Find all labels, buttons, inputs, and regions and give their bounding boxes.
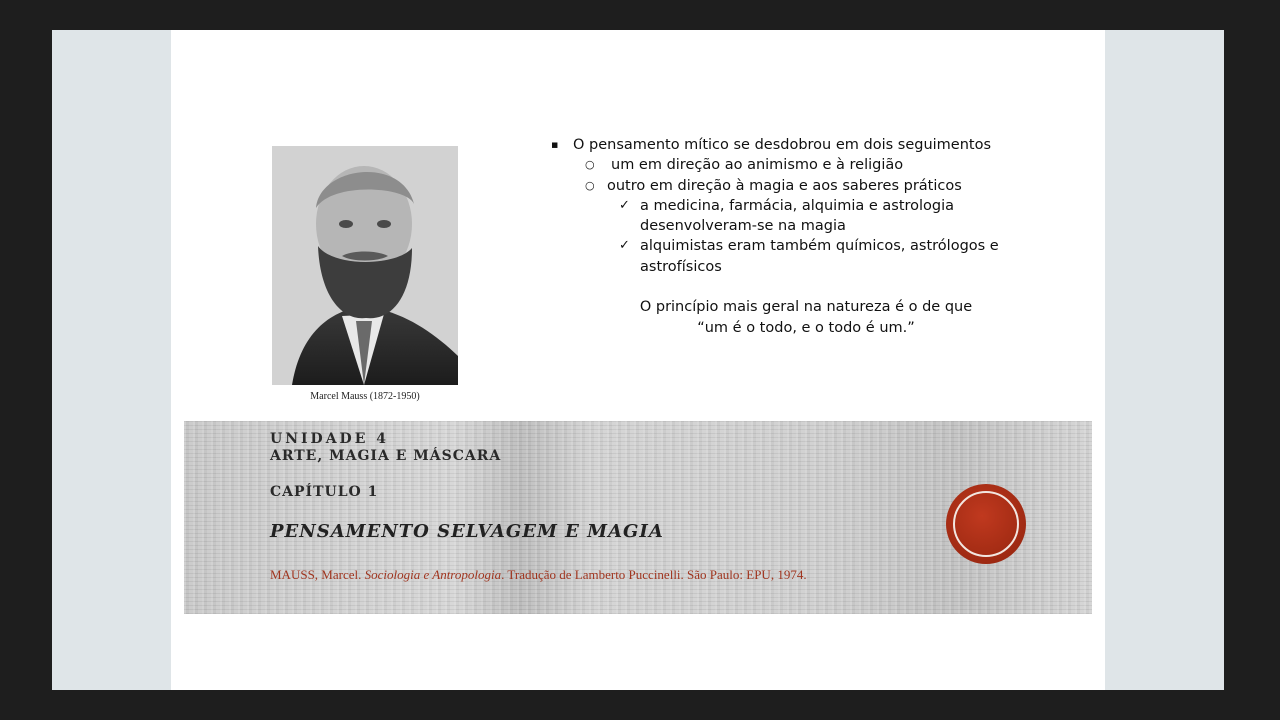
bullet-text: um em direção ao animismo e à religião — [611, 157, 904, 174]
bullet-item — [551, 196, 1071, 216]
bibliographic-reference — [270, 567, 807, 583]
circle-bullet-icon: ○ — [585, 178, 595, 192]
bullet-item — [551, 135, 1071, 155]
chapter-title: PENSAMENTO SELVAGEM E MAGIA — [270, 521, 664, 542]
bullet-item — [551, 257, 1071, 277]
chapter-band — [184, 421, 1092, 614]
check-bullet-icon: ✓ — [619, 197, 630, 213]
quote-line: “um é o todo, e o todo é um.” — [697, 319, 915, 336]
bullet-item — [551, 176, 1071, 196]
bullet-text: outro em direção à magia e aos saberes práticos — [607, 177, 962, 194]
unit-label: UNIDADE 4 — [270, 431, 389, 447]
circle-bullet-icon: ○ — [585, 158, 595, 172]
bullet-text: a medicina, farmácia, alquimia e astrologia — [640, 197, 955, 214]
portrait-image — [272, 146, 458, 385]
unit-subtitle: ARTE, MAGIA E MÁSCARA — [270, 448, 502, 464]
reference-details: . Tradução de Lamberto Puccinelli. São Paulo: EPU, 1974. — [501, 567, 807, 582]
circle-emblem-icon — [946, 484, 1026, 564]
bullet-text: astrofísicos — [640, 258, 722, 275]
quote — [551, 297, 1061, 338]
square-bullet-icon: ▪ — [551, 138, 559, 151]
bullet-item — [551, 216, 1071, 236]
bullet-text: alquimistas eram também químicos, astrólogos e — [640, 238, 999, 255]
reference-author: MAUSS, Marcel. — [270, 567, 365, 582]
bullet-item — [551, 236, 1071, 256]
portrait-caption: Marcel Mauss (1872-1950) — [310, 391, 420, 402]
bullet-item — [551, 155, 1071, 175]
quote-line: O princípio mais geral na natureza é o de que — [639, 299, 973, 315]
bullet-text: O pensamento mítico se desdobrou em dois seguimentos — [573, 137, 992, 153]
check-bullet-icon: ✓ — [619, 238, 630, 254]
bullet-list — [551, 135, 1071, 277]
chapter-label: CAPÍTULO 1 — [270, 484, 379, 500]
reference-work: Sociologia e Antropologia — [364, 567, 502, 582]
bullet-text: desenvolveram-se na magia — [640, 218, 846, 235]
